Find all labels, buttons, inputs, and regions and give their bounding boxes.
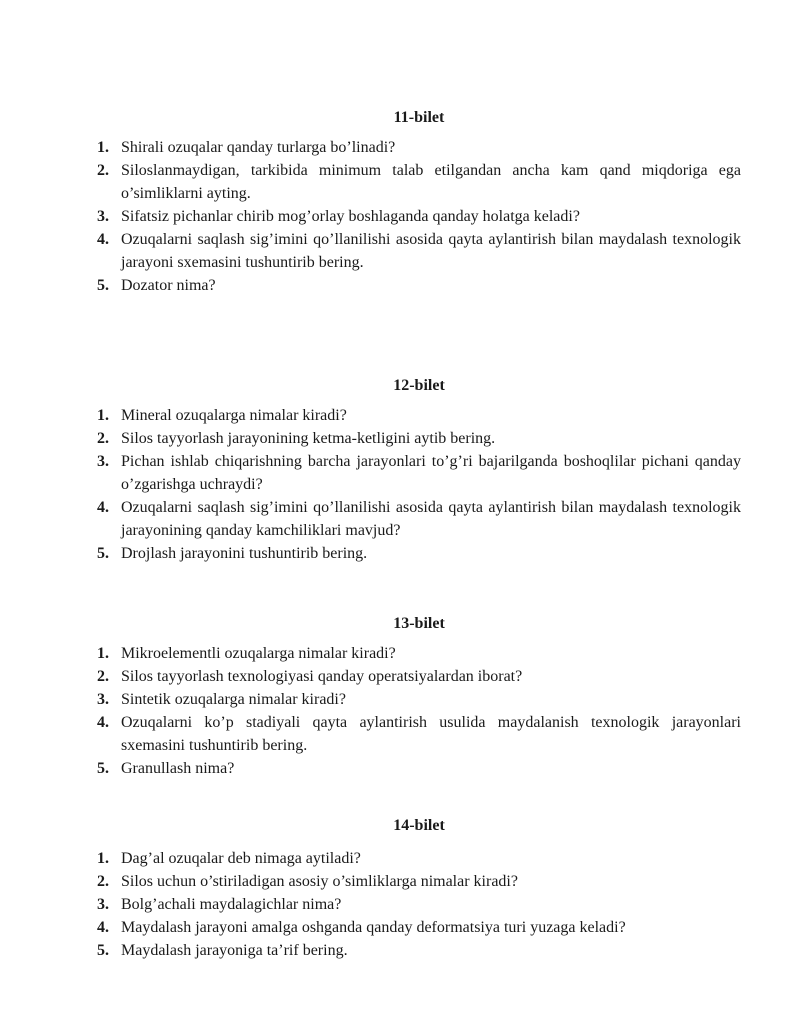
question-number: 5. [97, 760, 109, 777]
question-text: Pichan ishlab chiqarishning barcha jarayonlari to’g’ri bajarilganda boshoqlilar pichani qanday o’zgarishga uchraydi? [121, 453, 741, 493]
question-item [97, 542, 741, 565]
question-number: 2. [97, 162, 109, 179]
question-number: 5. [97, 545, 109, 562]
question-item [97, 870, 741, 893]
question-text: Drojlash jarayonini tushuntirib bering. [121, 545, 368, 562]
question-number: 4. [97, 231, 109, 248]
question-number: 3. [97, 453, 109, 470]
question-text: Mikroelementli ozuqalarga nimalar kiradi? [121, 645, 396, 662]
question-item [97, 757, 741, 780]
question-text: Ozuqalarni saqlash sig’imini qo’llanilishi asosida qayta aylantirish bilan maydalash texnologik jarayonining qanday kamchiliklari mavjud? [121, 499, 741, 539]
ticket-title: 13-bilet [393, 615, 445, 632]
question-number: 1. [97, 645, 109, 662]
question-item [97, 916, 741, 939]
ticket-title: 12-bilet [393, 377, 445, 394]
question-number: 2. [97, 668, 109, 685]
question-number: 4. [97, 919, 109, 936]
question-text: Sintetik ozuqalarga nimalar kiradi? [121, 691, 346, 708]
question-list [97, 847, 741, 962]
question-number: 3. [97, 691, 109, 708]
question-text: Ozuqalarni ko’p stadiyali qayta aylantirish usulida maydalanish texnologik jarayonlari sxemasini tushuntirib bering. [121, 714, 741, 754]
question-item [97, 274, 741, 297]
ticket-title: 11-bilet [393, 109, 445, 126]
question-item [97, 404, 741, 427]
question-text: Granullash nima? [121, 760, 235, 777]
question-item [97, 939, 741, 962]
question-item [97, 893, 741, 916]
question-number: 3. [97, 208, 109, 225]
question-number: 3. [97, 896, 109, 913]
question-number: 2. [97, 430, 109, 447]
question-text: Bolg’achali maydalagichlar nima? [121, 896, 342, 913]
question-item [97, 136, 741, 159]
question-text: Siloslanmaydigan, tarkibida minimum talab etilgandan ancha kam qand miqdoriga ega o’simliklarni ayting. [121, 162, 741, 202]
question-text: Silos uchun o’stiriladigan asosiy o’simliklarga nimalar kiradi? [121, 873, 518, 890]
ticket-12 [97, 375, 741, 565]
ticket-13 [97, 613, 741, 780]
question-text: Silos tayyorlash jarayonining ketma-ketligini aytib bering. [121, 430, 496, 447]
question-item [97, 665, 741, 688]
question-number: 2. [97, 873, 109, 890]
question-item [97, 427, 741, 450]
question-number: 1. [97, 850, 109, 867]
question-text: Ozuqalarni saqlash sig’imini qo’llanilishi asosida qayta aylantirish bilan maydalash texnologik jarayoni sxemasini tushuntirib bering. [121, 231, 741, 271]
question-list [97, 404, 741, 565]
question-item [97, 642, 741, 665]
question-item [97, 228, 741, 274]
question-number: 1. [97, 139, 109, 156]
question-item [97, 450, 741, 496]
question-item [97, 688, 741, 711]
question-text: Mineral ozuqalarga nimalar kiradi? [121, 407, 347, 424]
question-number: 5. [97, 942, 109, 959]
question-item [97, 205, 741, 228]
question-number: 1. [97, 407, 109, 424]
question-text: Dag’al ozuqalar deb nimaga aytiladi? [121, 850, 361, 867]
question-list [97, 136, 741, 297]
question-text: Sifatsiz pichanlar chirib mog’orlay boshlaganda qanday holatga keladi? [121, 208, 580, 225]
question-text: Maydalash jarayoniga ta’rif bering. [121, 942, 348, 959]
ticket-11 [97, 107, 741, 297]
question-number: 4. [97, 714, 109, 731]
question-text: Shirali ozuqalar qanday turlarga bo’linadi? [121, 139, 396, 156]
question-number: 4. [97, 499, 109, 516]
question-list [97, 642, 741, 780]
question-item [97, 847, 741, 870]
ticket-title: 14-bilet [393, 817, 445, 834]
question-text: Dozator nima? [121, 277, 216, 294]
question-text: Silos tayyorlash texnologiyasi qanday operatsiyalardan iborat? [121, 668, 523, 685]
question-item [97, 711, 741, 757]
question-item [97, 159, 741, 205]
question-item [97, 496, 741, 542]
question-number: 5. [97, 277, 109, 294]
ticket-14 [97, 815, 741, 962]
question-text: Maydalash jarayoni amalga oshganda qanday deformatsiya turi yuzaga keladi? [121, 919, 626, 936]
